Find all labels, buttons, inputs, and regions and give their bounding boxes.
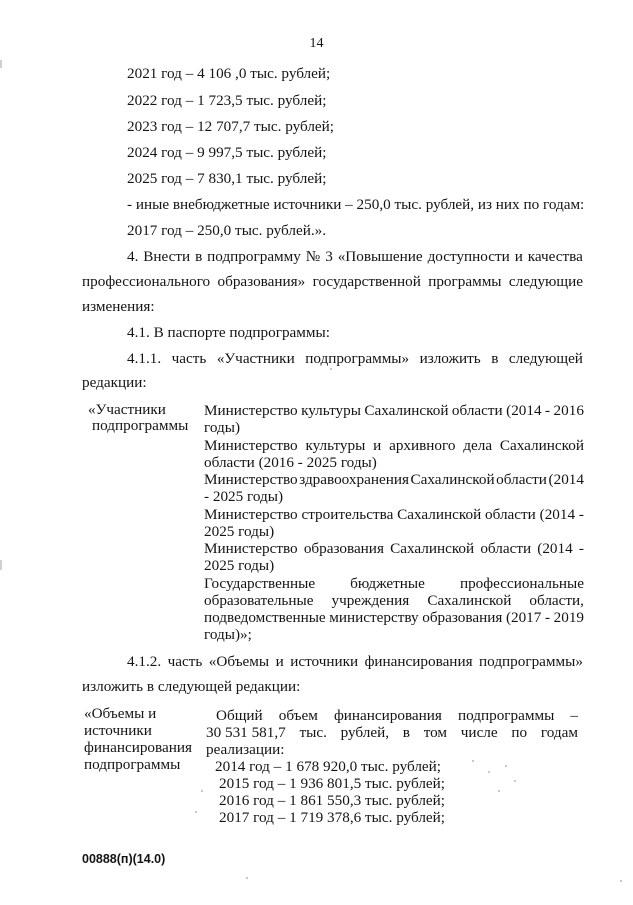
funding-label: «Объемы и — [84, 705, 157, 722]
participant-entry-cont: области (2016 - 2025 годы) — [204, 454, 377, 471]
year-line: 2023 год – 12 707,7 тыс. рублей; — [127, 118, 335, 135]
funding-year-line: 2017 год – 1 719 378,6 тыс. рублей; — [219, 809, 446, 826]
scan-speck — [620, 880, 622, 882]
scan-speck — [195, 811, 197, 813]
participant-entry: Министерство образования Сахалинской области (2014 - — [204, 540, 584, 557]
page-number: 14 — [309, 36, 324, 51]
year-line: 2025 год – 7 830,1 тыс. рублей; — [127, 170, 327, 187]
funding-year-line: 2014 год – 1 678 920,0 тыс. рублей; — [215, 758, 442, 775]
year-line: 2021 год – 4 106 ,0 тыс. рублей; — [127, 65, 331, 82]
item4-line2: профессионального образования» государственной программы следующие — [82, 273, 583, 290]
other-sources-line: - иные внебюджетные источники – 250,0 тыс. рублей, из них по годам: — [127, 196, 585, 213]
scan-speck — [488, 771, 490, 773]
participant-entry: Министерство культуры и архивного дела Сахалинской — [204, 437, 584, 454]
participant-entry: Министерство строительства Сахалинской области (2014 - — [204, 506, 584, 523]
participants-label: подпрограммы — [92, 417, 189, 434]
scan-speck — [498, 790, 500, 792]
document-code: 00888(п)(14.0) — [82, 852, 166, 866]
participant-entry: Министерство здравоохранения Сахалинской области (2014 — [204, 471, 584, 488]
scan-mark — [0, 560, 2, 570]
participant-entry-cont: 2025 годы) — [204, 557, 275, 574]
funding-text: 30 531 581,7 тыс. рублей, в том числе по годам — [206, 724, 578, 741]
item-4-1-2-line2: изложить в следующей редакции: — [82, 678, 301, 695]
scan-speck — [505, 765, 507, 767]
participant-entry-last: годы)»; — [204, 626, 252, 643]
participant-entry-last: Государственные бюджетные профессиональные — [204, 575, 584, 592]
item-4-1-title: 4.1. В паспорте подпрограммы: — [127, 324, 330, 341]
funding-label: финансирования — [84, 739, 192, 756]
participant-entry-cont: годы) — [204, 419, 240, 436]
funding-year-line: 2016 год – 1 861 550,3 тыс. рублей; — [219, 792, 446, 809]
participants-label: «Участники — [88, 401, 166, 418]
participant-entry-cont: 2025 годы) — [204, 523, 275, 540]
item4-line3: изменения: — [82, 298, 155, 315]
scan-speck — [472, 760, 474, 762]
funding-year-line: 2015 год – 1 936 801,5 тыс. рублей; — [219, 775, 446, 792]
scan-speck — [330, 368, 332, 370]
scan-mark — [0, 60, 2, 68]
item-4-1-2-line1: 4.1.2. часть «Объемы и источники финансирования подпрограммы» — [127, 653, 583, 670]
funding-label: источники — [84, 722, 152, 739]
participant-entry-cont: - 2025 годы) — [204, 488, 284, 505]
year-line: 2024 год – 9 997,5 тыс. рублей; — [127, 144, 327, 161]
year-2017-line: 2017 год – 250,0 тыс. рублей.». — [127, 222, 327, 239]
year-line: 2022 год – 1 723,5 тыс. рублей; — [127, 92, 327, 109]
scan-speck — [201, 790, 203, 792]
funding-label: подпрограммы — [84, 756, 181, 773]
scan-speck — [514, 780, 516, 782]
item-4-1-1-line1: 4.1.1. часть «Участники подпрограммы» изложить в следующей — [127, 350, 583, 367]
participant-entry: Министерство культуры Сахалинской области (2014 - 2016 — [204, 402, 584, 419]
item4-line1: 4. Внести в подпрограмму № 3 «Повышение доступности и качества — [127, 248, 583, 265]
funding-text: Общий объем финансирования подпрограммы – — [216, 707, 578, 724]
funding-text: реализации: — [206, 741, 285, 758]
participant-entry-last: подведомственные министерству образования (2017 - 2019 — [204, 609, 584, 626]
item-4-1-1-line2: редакции: — [82, 374, 147, 391]
participant-entry-last: образовательные учреждения Сахалинской области, — [204, 592, 584, 609]
scan-speck — [246, 877, 248, 879]
